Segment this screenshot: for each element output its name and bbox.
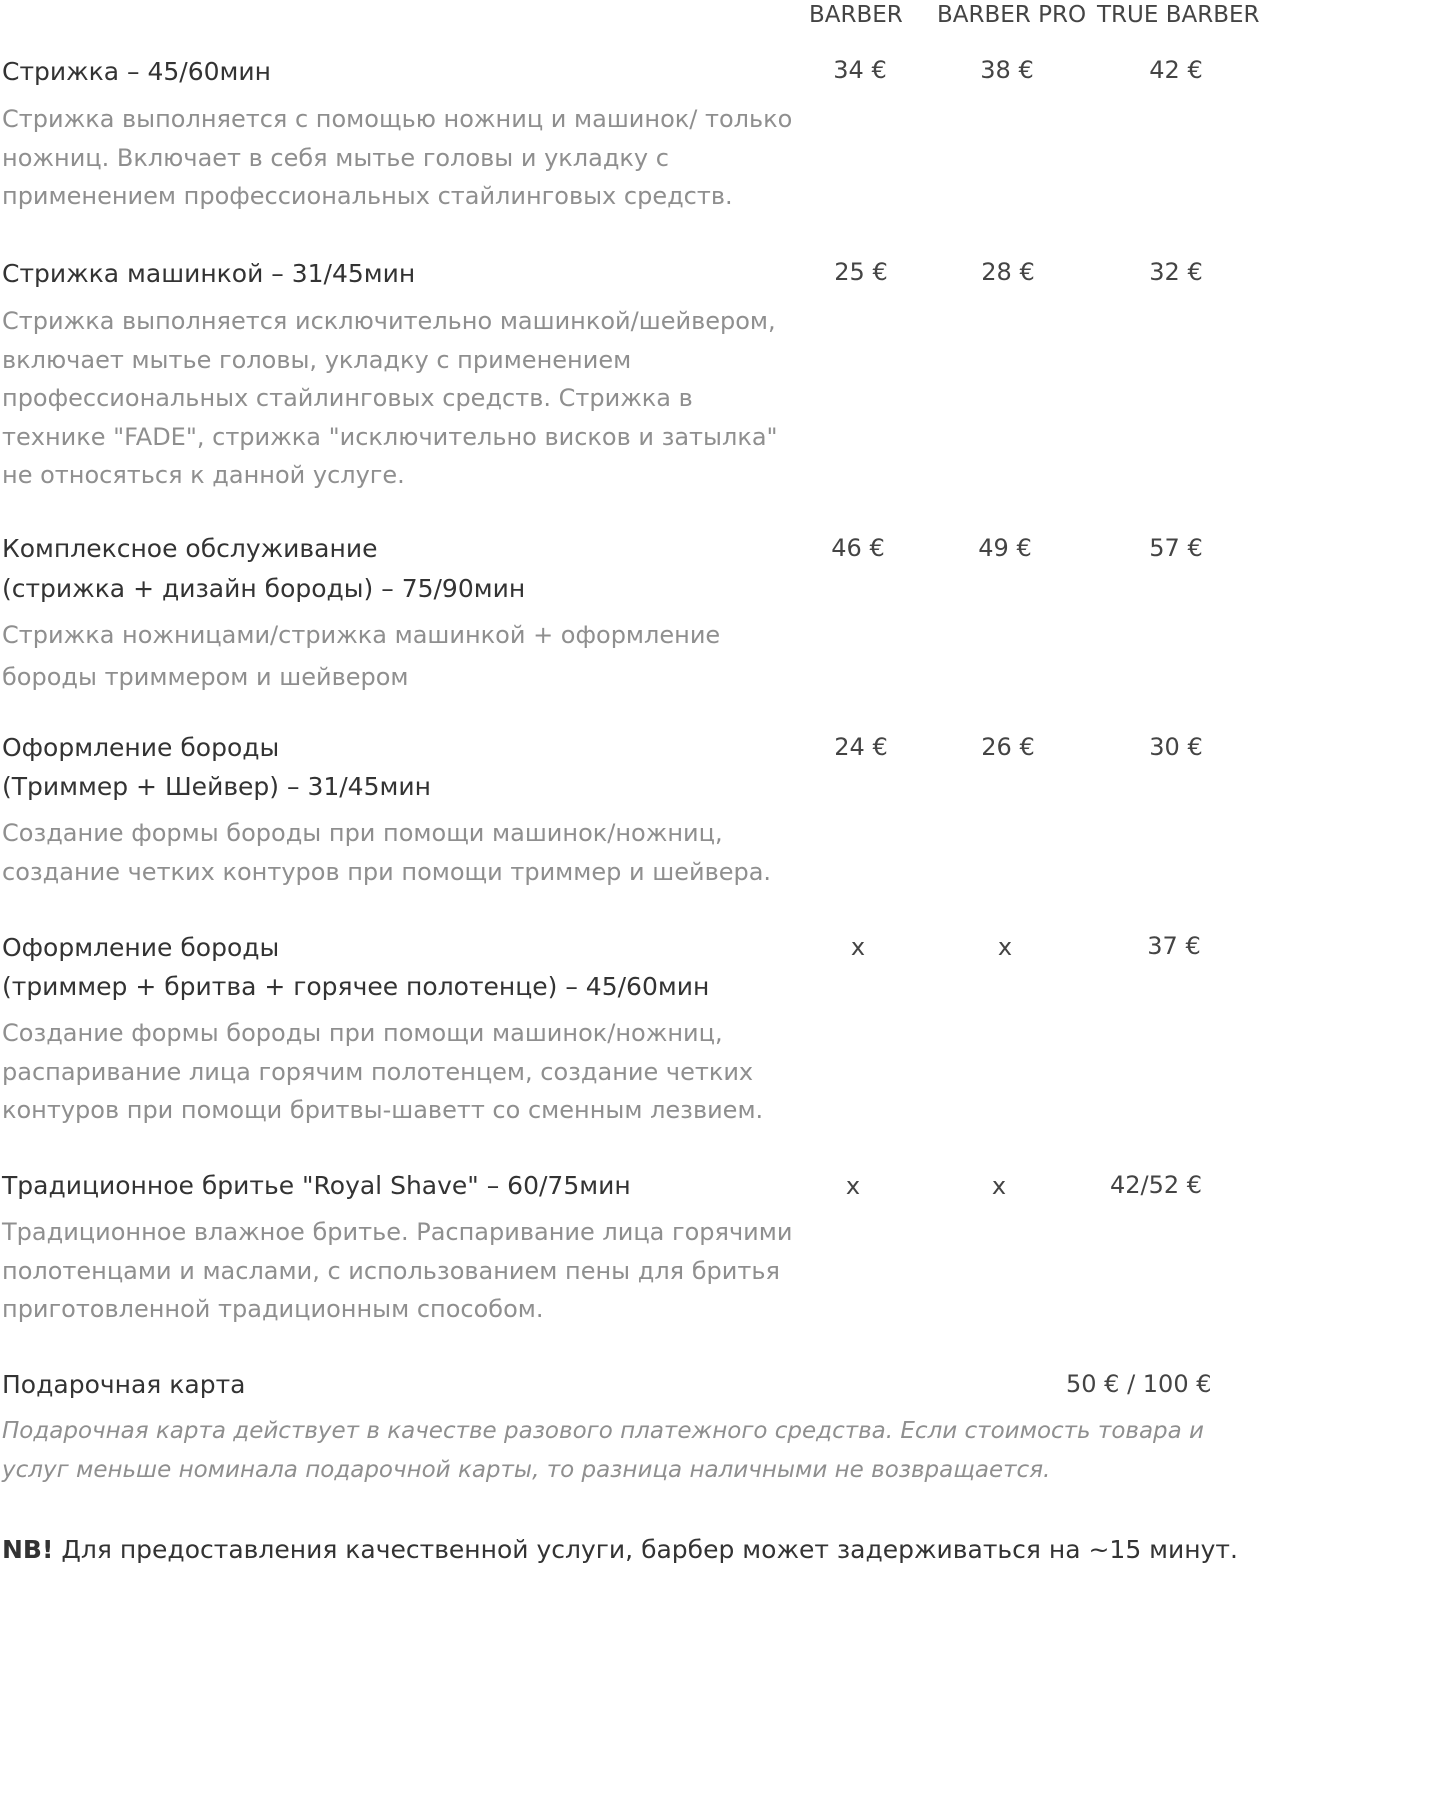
gift-card-price: 50 € / 100 € bbox=[1066, 1370, 1212, 1398]
service-description: Стрижка ножницами/стрижка машинкой + оформление бороды триммером и шейвером bbox=[2, 621, 721, 691]
service-description: Традиционное влажное бритье. Распаривание лица горячими полотенцами и маслами, с использованием пены для бритья приготовленной традиционным способом. bbox=[2, 1218, 793, 1323]
price-barber-pro: 38 € bbox=[980, 56, 1034, 84]
service-royal-shave bbox=[2, 1166, 1252, 1329]
service-description: Стрижка выполняется с помощью ножниц и машинок/ только ножниц. Включает в себя мытье головы и укладку с применением профессиональных стайлинговых средств. bbox=[2, 105, 793, 210]
service-beard-razor bbox=[2, 928, 1252, 1130]
price-barber: 34 € bbox=[833, 56, 887, 84]
price-barber-pro: x bbox=[997, 933, 1013, 961]
service-description: Создание формы бороды при помощи машинок/ножниц, создание четких контуров при помощи триммер и шейвера. bbox=[2, 819, 772, 886]
service-title-detail: (стрижка + дизайн бороды) – 75/90мин bbox=[2, 574, 526, 603]
price-barber-pro: 26 € bbox=[981, 733, 1035, 761]
note-text bbox=[2, 1532, 1238, 1568]
price-barber: x bbox=[845, 1172, 861, 1200]
price-true-barber: 30 € bbox=[1149, 733, 1203, 761]
gift-card-section bbox=[2, 1365, 1252, 1489]
price-true-barber: 37 € bbox=[1147, 932, 1201, 960]
note-label: NB! bbox=[2, 1535, 54, 1564]
price-barber-pro: 49 € bbox=[978, 534, 1032, 562]
service-title-detail: (Триммер + Шейвер) – 31/45мин bbox=[2, 772, 431, 801]
price-true-barber: 42/52 € bbox=[1109, 1171, 1203, 1199]
tier-header-barber: BARBER bbox=[809, 2, 903, 28]
price-true-barber: 32 € bbox=[1149, 258, 1203, 286]
price-barber: 46 € bbox=[831, 534, 885, 562]
price-barber: x bbox=[850, 933, 866, 961]
price-barber: 25 € bbox=[834, 258, 888, 286]
service-title: Оформление бороды bbox=[2, 733, 280, 762]
price-barber: 24 € bbox=[834, 733, 888, 761]
service-complex bbox=[2, 529, 1252, 698]
price-true-barber: 42 € bbox=[1149, 56, 1203, 84]
service-title: Комплексное обслуживание bbox=[2, 534, 378, 563]
service-title: Стрижка машинкой – 31/45мин bbox=[2, 259, 416, 288]
price-true-barber: 57 € bbox=[1149, 534, 1203, 562]
service-beard-trim bbox=[2, 728, 1252, 891]
service-title: Стрижка – 45/60мин bbox=[2, 57, 271, 86]
tier-header-barber-pro: BARBER PRO bbox=[937, 2, 1087, 28]
service-clipper-haircut bbox=[2, 254, 1252, 495]
tier-header-true-barber: TRUE BARBER bbox=[1097, 2, 1260, 28]
note-body: Для предоставления качественной услуги, барбер может задерживаться на ~15 минут. bbox=[53, 1535, 1238, 1564]
service-title-detail: (триммер + бритва + горячее полотенце) – 45/60мин bbox=[2, 972, 710, 1001]
service-haircut bbox=[2, 52, 1252, 216]
price-barber-pro: 28 € bbox=[981, 258, 1035, 286]
gift-card-description: Подарочная карта действует в качестве разового платежного средства. Если стоимость товара и услуг меньше номинала подарочной карты, то разница наличными не возвращается. bbox=[2, 1418, 1204, 1483]
service-description: Создание формы бороды при помощи машинок/ножниц, распаривание лица горячим полотенцем, создание четких контуров при помощи бритвы-шаветт со сменным лезвием. bbox=[2, 1019, 764, 1124]
price-barber-pro: x bbox=[991, 1172, 1007, 1200]
gift-card-title: Подарочная карта bbox=[2, 1370, 246, 1399]
service-title: Оформление бороды bbox=[2, 933, 280, 962]
service-title: Традиционное бритье "Royal Shave" – 60/75мин bbox=[2, 1171, 631, 1200]
service-description: Стрижка выполняется исключительно машинкой/шейвером, включает мытье головы, укладку с применением профессиональных стайлинговых средств. Стрижка в технике "FADE", стрижка "исключительно висков и затылка" не относяться к данной услуге. bbox=[2, 307, 778, 489]
